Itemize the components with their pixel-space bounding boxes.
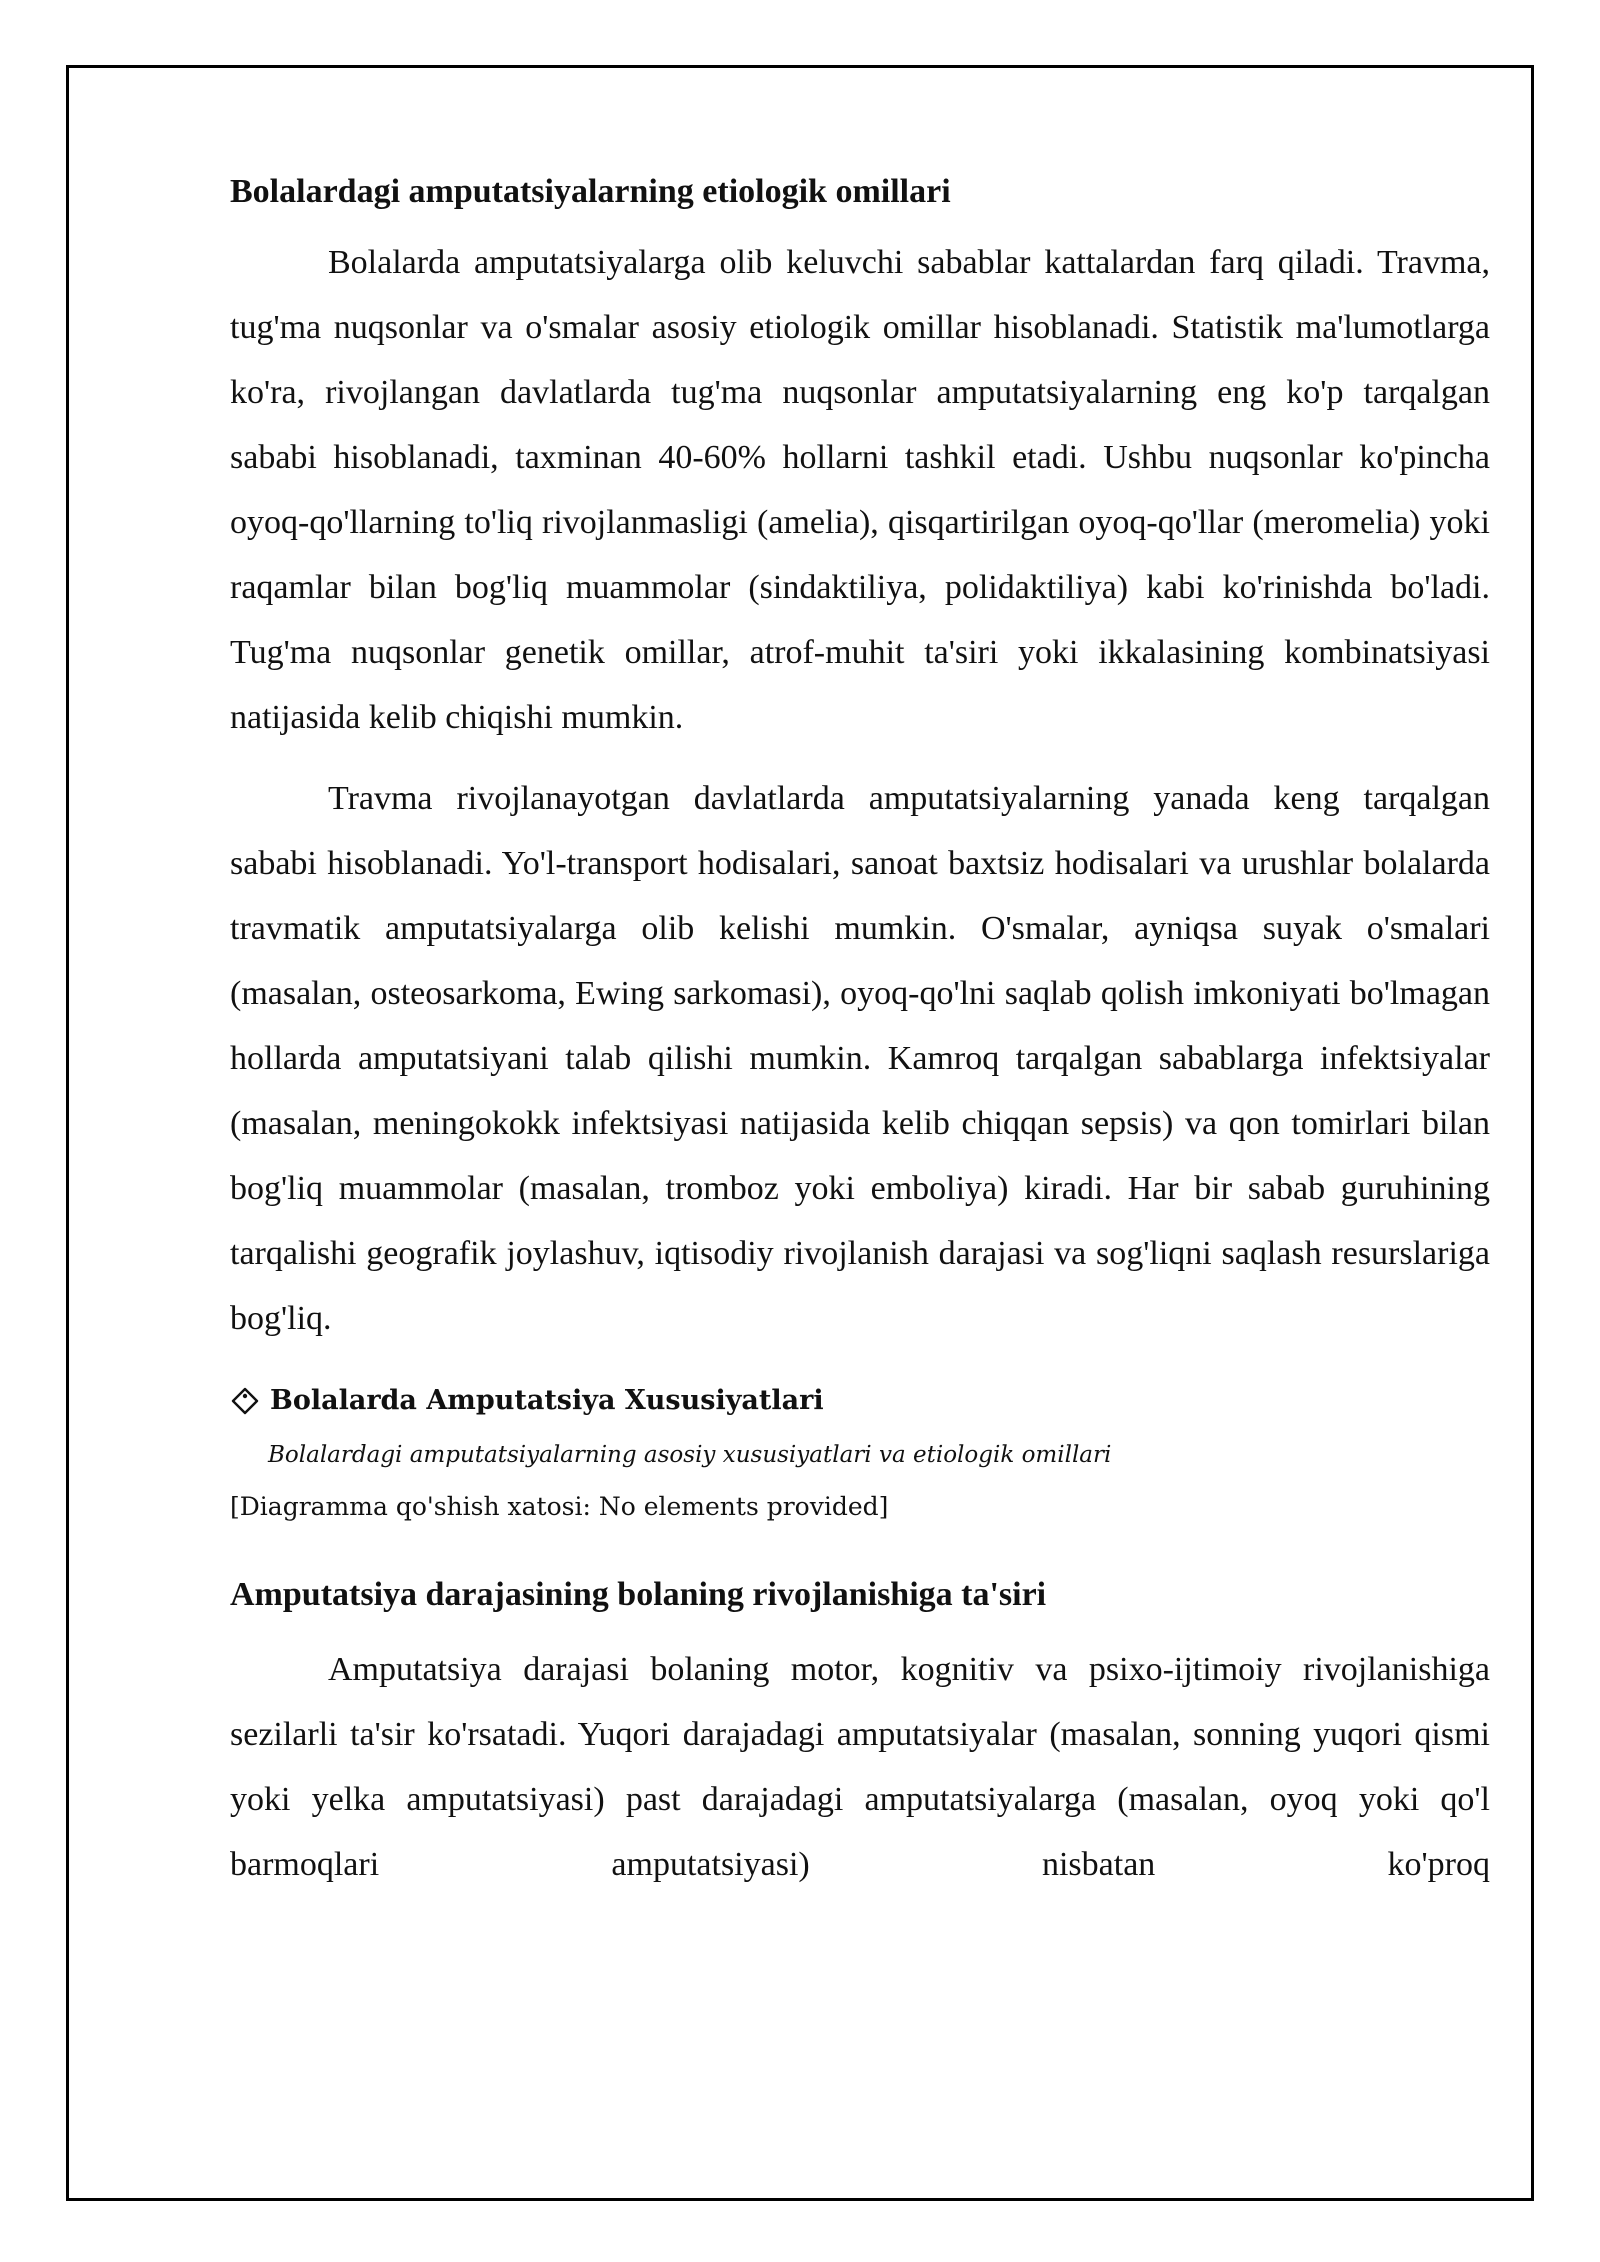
diagram-placeholder: [230, 1381, 1490, 1527]
paragraph: Amputatsiya darajasi bolaning motor, kognitiv va psixo-ijtimoiy rivojlanishiga sezilarli ta'sir ko'rsatadi. Yuqori darajadagi amputatsiyalar (masalan, sonning yuqori qismi yoki yelka amputatsiyasi) past darajadagi amputatsiyalarga (masalan, oyoq yoki qo'l barmoqlari amputatsiyasi) nisbatan ko'proq: [230, 1651, 1490, 1883]
document-body: [230, 170, 1490, 1913]
paragraph: Bolalarda amputatsiyalarga olib keluvchi sabablar kattalardan farq qiladi. Travma, tug'ma nuqsonlar va o'smalar asosiy etiologik omillar hisoblanadi. Statistik ma'lumotlarga ko'ra, rivojlangan davlatlarda tug'ma nuqsonlar amputatsiyalarning eng ko'p tarqalgan sababi hisoblanadi, taxminan 40-60% hollarni tashkil etadi. Ushbu nuqsonlar ko'pincha oyoq-qo'llarning to'liq rivojlanmasligi (amelia), qisqartirilgan oyoq-qo'llar (meromelia) yoki raqamlar bilan bog'liq muammolar (sindaktiliya, polidaktiliya) kabi ko'rinishda bo'ladi. Tug'ma nuqsonlar genetik omillar, atrof-muhit ta'siri yoki ikkalasining kombinatsiyasi natijasida kelib chiqishi mumkin.: [230, 244, 1490, 736]
diagram-title: [230, 1381, 1490, 1421]
tag-icon: [230, 1386, 260, 1416]
diagram-title-text: Bolalarda Amputatsiya Xususiyatlari: [270, 1385, 824, 1416]
paragraph: Travma rivojlanayotgan davlatlarda amputatsiyalarning yanada keng tarqalgan sababi hisoblanadi. Yo'l-transport hodisalari, sanoat baxtsiz hodisalari va urushlar bolalarda travmatik amputatsiyalarga olib kelishi mumkin. O'smalar, ayniqsa suyak o'smalari (masalan, osteosarkoma, Ewing sarkomasi), oyoq-qo'lni saqlab qolish imkoniyati bo'lmagan hollarda amputatsiyani talab qilishi mumkin. Kamroq tarqalgan sabablarga infektsiyalar (masalan, meningokokk infektsiyasi natijasida kelib chiqqan sepsis) va qon tomirlari bilan bog'liq muammolar (masalan, tromboz yoki emboliya) kiradi. Har bir sabab guruhining tarqalishi geografik joylashuv, iqtisodiy rivojlanish darajasi va sog'liqni saqlash resurslariga bog'liq.: [230, 780, 1490, 1337]
section-heading-etiology: Bolalardagi amputatsiyalarning etiologik omillari: [230, 173, 951, 210]
section-heading-development: Amputatsiya darajasining bolaning rivojlanishiga ta'siri: [230, 1576, 1047, 1613]
diagram-subtitle: Bolalardagi amputatsiyalarning asosiy xususiyatlari va etiologik omillari: [268, 1442, 1112, 1468]
diagram-error-message: [Diagramma qo'shish xatosi: No elements provided]: [230, 1492, 889, 1521]
